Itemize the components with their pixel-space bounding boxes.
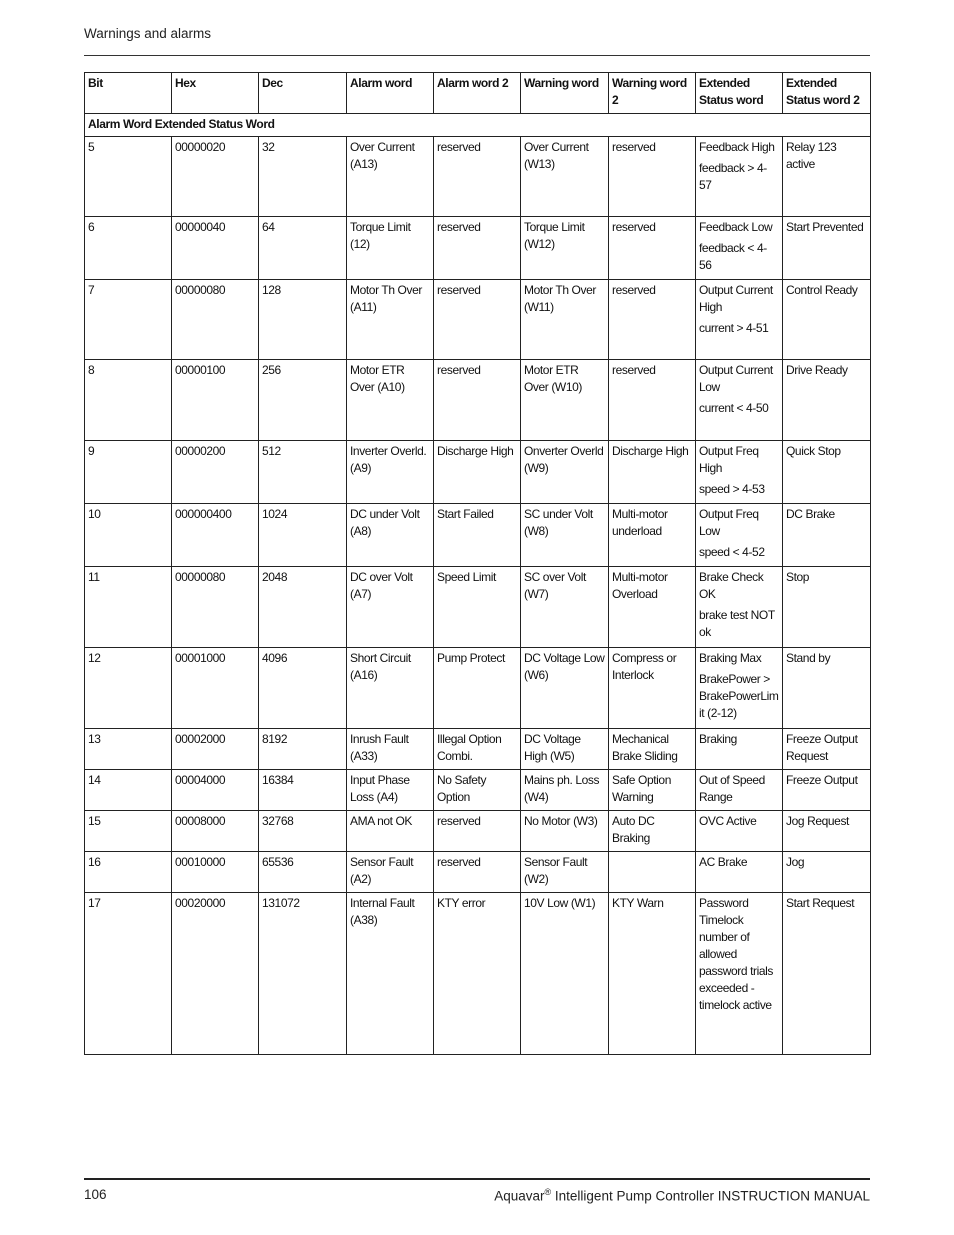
cell-extended-status-word-2-text: Jog: [786, 855, 805, 869]
cell-warning-word: [521, 567, 609, 648]
cell-bit-text: 16: [88, 855, 101, 869]
cell-bit-text: 11: [88, 570, 100, 584]
cell-hex-text: 00004000: [175, 773, 226, 787]
table-row: [85, 137, 871, 217]
cell-alarm-word-2-text: reserved: [437, 814, 481, 828]
column-header-alarm-word: Alarm word: [347, 73, 434, 114]
cell-dec: [259, 852, 347, 893]
cell-alarm-word-2: [434, 217, 521, 280]
cell-extended-status-word: [696, 811, 783, 852]
table-row: [85, 504, 871, 567]
cell-dec: [259, 893, 347, 1055]
cell-extended-status-word-2-text: Start Request: [786, 896, 855, 910]
cell-bit-text: 13: [88, 732, 101, 746]
cell-alarm-word-text: DC over Volt (A7): [350, 570, 413, 601]
cell-extended-status-word-2: [783, 280, 871, 360]
cell-extended-status-word-text: Output Freq High: [699, 444, 759, 475]
cell-alarm-word-text: Motor Th Over (A11): [350, 283, 422, 314]
cell-alarm-word-2-text: Start Failed: [437, 507, 494, 521]
cell-warning-word-2: [609, 280, 696, 360]
cell-bit-text: 8: [88, 363, 95, 377]
cell-hex: [172, 567, 259, 648]
cell-alarm-word-text: Torque Limit (12): [350, 220, 411, 251]
cell-extended-status-word-2: [783, 360, 871, 441]
section-row: [85, 114, 871, 137]
table-row: [85, 217, 871, 280]
cell-hex: [172, 441, 259, 504]
cell-extended-status-word: [696, 137, 783, 217]
cell-warning-word-2-text: reserved: [612, 283, 656, 297]
cell-alarm-word-2: [434, 648, 521, 729]
cell-dec-text: 131072: [262, 896, 300, 910]
cell-warning-word-text: Onverter Overld (W9): [524, 444, 604, 475]
cell-alarm-word: [347, 893, 434, 1055]
cell-warning-word: [521, 893, 609, 1055]
cell-extended-status-word-2-text: Freeze Output Request: [786, 732, 858, 763]
cell-extended-status-word-text: AC Brake: [699, 855, 748, 869]
cell-extended-status-word: [696, 217, 783, 280]
cell-extended-status-word-2: [783, 729, 871, 770]
cell-warning-word-2: [609, 360, 696, 441]
cell-bit-text: 5: [88, 140, 95, 154]
section-label: Alarm Word Extended Status Word: [85, 114, 871, 137]
cell-extended-status-word: [696, 280, 783, 360]
cell-dec-text: 32768: [262, 814, 294, 828]
cell-alarm-word-2-text: No Safety Option: [437, 773, 487, 804]
cell-bit: [85, 729, 172, 770]
cell-bit: [85, 137, 172, 217]
cell-dec-text: 8192: [262, 732, 288, 746]
cell-hex: [172, 648, 259, 729]
cell-extended-status-word-2-text: Stand by: [786, 651, 831, 665]
cell-hex-text: 00000080: [175, 283, 226, 297]
table-row: [85, 729, 871, 770]
cell-alarm-word-2: [434, 137, 521, 217]
cell-bit: [85, 567, 172, 648]
condition-note: brake test NOT ok: [699, 608, 775, 639]
cell-dec: [259, 729, 347, 770]
table-row: [85, 648, 871, 729]
cell-warning-word: [521, 770, 609, 811]
cell-hex: [172, 504, 259, 567]
cell-warning-word-2: [609, 893, 696, 1055]
cell-dec-text: 16384: [262, 773, 294, 787]
column-header-warning-word: Warning word: [521, 73, 609, 114]
cell-alarm-word: [347, 504, 434, 567]
cell-extended-status-word: [696, 504, 783, 567]
cell-alarm-word: [347, 648, 434, 729]
cell-alarm-word-2: [434, 567, 521, 648]
cell-warning-word: [521, 504, 609, 567]
cell-warning-word-text: No Motor (W3): [524, 814, 598, 828]
cell-warning-word-2-text: Multi-motor underload: [612, 507, 668, 538]
cell-warning-word: [521, 360, 609, 441]
cell-extended-status-word: [696, 441, 783, 504]
cell-hex: [172, 217, 259, 280]
cell-warning-word-2: [609, 770, 696, 811]
cell-alarm-word-2: [434, 729, 521, 770]
cell-alarm-word: [347, 360, 434, 441]
table-header-row: [85, 73, 871, 114]
cell-extended-status-word: [696, 893, 783, 1055]
condition-note: speed > 4-53: [699, 482, 765, 496]
cell-dec-text: 1024: [262, 507, 288, 521]
cell-alarm-word-text: Internal Fault (A38): [350, 896, 415, 927]
cell-hex: [172, 360, 259, 441]
cell-warning-word-2: [609, 137, 696, 217]
cell-alarm-word-text: Over Current (A13): [350, 140, 415, 171]
cell-warning-word: [521, 852, 609, 893]
column-header-warning-word-2: Warning word 2: [609, 73, 696, 114]
cell-warning-word-2-text: Mechanical Brake Sliding: [612, 732, 678, 763]
cell-alarm-word-2: [434, 360, 521, 441]
cell-bit: [85, 893, 172, 1055]
cell-warning-word-text: Torque Limit (W12): [524, 220, 585, 251]
cell-hex-text: 00010000: [175, 855, 226, 869]
cell-bit-text: 12: [88, 651, 101, 665]
cell-warning-word-text: Motor ETR Over (W10): [524, 363, 583, 394]
cell-alarm-word-text: AMA not OK: [350, 814, 413, 828]
cell-alarm-word-text: Input Phase Loss (A4): [350, 773, 410, 804]
cell-bit-text: 14: [88, 773, 101, 787]
cell-bit-text: 17: [88, 896, 101, 910]
cell-extended-status-word-2: [783, 852, 871, 893]
cell-extended-status-word-2-text: Quick Stop: [786, 444, 841, 458]
cell-dec-text: 128: [262, 283, 281, 297]
condition-note: feedback > 4-57: [699, 161, 767, 192]
cell-alarm-word-2-text: reserved: [437, 855, 481, 869]
cell-alarm-word: [347, 852, 434, 893]
cell-dec-text: 512: [262, 444, 281, 458]
cell-extended-status-word-text: Password Timelock number of allowed password trials exceeded - timelock active: [699, 896, 774, 1012]
cell-warning-word-2: [609, 729, 696, 770]
cell-alarm-word: [347, 811, 434, 852]
cell-extended-status-word: [696, 360, 783, 441]
cell-extended-status-word-2-text: Control Ready: [786, 283, 858, 297]
manual-title: [494, 1187, 870, 1204]
cell-bit-text: 7: [88, 283, 95, 297]
cell-bit-text: 15: [88, 814, 101, 828]
cell-alarm-word-2-text: reserved: [437, 140, 481, 154]
table-row: [85, 852, 871, 893]
cell-dec: [259, 811, 347, 852]
cell-hex: [172, 280, 259, 360]
cell-hex-text: 00008000: [175, 814, 226, 828]
running-header: Warnings and alarms: [84, 26, 212, 41]
cell-alarm-word-2: [434, 893, 521, 1055]
cell-extended-status-word: [696, 567, 783, 648]
cell-warning-word-2-text: reserved: [612, 363, 656, 377]
cell-warning-word-2-text: reserved: [612, 140, 656, 154]
cell-alarm-word-2: [434, 504, 521, 567]
cell-extended-status-word-text: Brake Check OK: [699, 570, 764, 601]
column-header-alarm-word-2: Alarm word 2: [434, 73, 521, 114]
cell-extended-status-word-2-text: Jog Request: [786, 814, 849, 828]
cell-hex: [172, 852, 259, 893]
cell-dec-text: 256: [262, 363, 281, 377]
cell-alarm-word: [347, 729, 434, 770]
cell-hex-text: 00000080: [175, 570, 226, 584]
cell-bit: [85, 217, 172, 280]
cell-warning-word-2: [609, 811, 696, 852]
cell-extended-status-word-2: [783, 137, 871, 217]
cell-extended-status-word-2: [783, 217, 871, 280]
column-header-extended-status-word: Extended Status word: [696, 73, 783, 114]
condition-note: BrakePower > BrakePowerLimit (2-12): [699, 672, 779, 720]
condition-note: current > 4-51: [699, 321, 769, 335]
cell-warning-word-2-text: Safe Option Warning: [612, 773, 671, 804]
cell-warning-word: [521, 441, 609, 504]
header-divider: [84, 55, 870, 56]
cell-dec: [259, 217, 347, 280]
table-row: [85, 893, 871, 1055]
cell-hex-text: 00002000: [175, 732, 226, 746]
cell-hex-text: 00001000: [175, 651, 226, 665]
cell-extended-status-word-2-text: Start Prevented: [786, 220, 864, 234]
cell-bit: [85, 852, 172, 893]
cell-extended-status-word-text: OVC Active: [699, 814, 757, 828]
column-header-extended-status-word-2: Extended Status word 2: [783, 73, 871, 114]
cell-dec: [259, 137, 347, 217]
cell-warning-word-text: SC under Volt (W8): [524, 507, 593, 538]
cell-extended-status-word-2: [783, 648, 871, 729]
cell-dec: [259, 360, 347, 441]
cell-extended-status-word-2-text: Freeze Output: [786, 773, 858, 787]
cell-alarm-word-2-text: reserved: [437, 363, 481, 377]
cell-hex: [172, 811, 259, 852]
cell-extended-status-word-2-text: Relay 123 active: [786, 140, 837, 171]
cell-hex-text: 00000040: [175, 220, 226, 234]
cell-extended-status-word-2: [783, 504, 871, 567]
cell-warning-word-2-text: Multi-motor Overload: [612, 570, 668, 601]
cell-warning-word-text: 10V Low (W1): [524, 896, 596, 910]
cell-extended-status-word-text: Output Current Low: [699, 363, 773, 394]
cell-extended-status-word-2-text: DC Brake: [786, 507, 835, 521]
cell-warning-word-text: SC over Volt (W7): [524, 570, 586, 601]
cell-alarm-word: [347, 770, 434, 811]
cell-alarm-word: [347, 217, 434, 280]
cell-dec: [259, 280, 347, 360]
condition-note: speed < 4-52: [699, 545, 765, 559]
cell-hex: [172, 893, 259, 1055]
cell-warning-word: [521, 217, 609, 280]
cell-dec: [259, 567, 347, 648]
cell-extended-status-word-2: [783, 567, 871, 648]
cell-extended-status-word-text: Output Current High: [699, 283, 773, 314]
cell-warning-word-2-text: Auto DC Braking: [612, 814, 655, 845]
table-row: [85, 770, 871, 811]
cell-alarm-word-text: DC under Volt (A8): [350, 507, 420, 538]
cell-warning-word-text: Over Current (W13): [524, 140, 589, 171]
cell-warning-word: [521, 280, 609, 360]
cell-alarm-word-text: Inrush Fault (A33): [350, 732, 409, 763]
cell-alarm-word-2-text: Illegal Option Combi.: [437, 732, 502, 763]
cell-hex: [172, 729, 259, 770]
cell-bit-text: 10: [88, 507, 101, 521]
cell-extended-status-word: [696, 852, 783, 893]
cell-alarm-word: [347, 441, 434, 504]
cell-bit: [85, 648, 172, 729]
cell-bit-text: 9: [88, 444, 95, 458]
cell-extended-status-word: [696, 729, 783, 770]
cell-hex-text: 00020000: [175, 896, 226, 910]
table-row: [85, 360, 871, 441]
cell-dec: [259, 770, 347, 811]
cell-warning-word: [521, 811, 609, 852]
cell-warning-word-2: [609, 852, 696, 893]
cell-warning-word-2-text: reserved: [612, 220, 656, 234]
cell-bit: [85, 504, 172, 567]
cell-hex-text: 00000200: [175, 444, 226, 458]
cell-warning-word-2: [609, 567, 696, 648]
cell-warning-word: [521, 729, 609, 770]
cell-extended-status-word-2-text: Stop: [786, 570, 810, 584]
cell-alarm-word-2: [434, 441, 521, 504]
cell-warning-word-2-text: Compress or Interlock: [612, 651, 677, 682]
cell-alarm-word: [347, 137, 434, 217]
cell-dec-text: 2048: [262, 570, 288, 584]
cell-bit: [85, 770, 172, 811]
column-header-bit: Bit: [85, 73, 172, 114]
cell-warning-word: [521, 137, 609, 217]
cell-extended-status-word-2: [783, 811, 871, 852]
table-row: [85, 280, 871, 360]
cell-alarm-word-2-text: reserved: [437, 220, 481, 234]
cell-alarm-word-2-text: Discharge High: [437, 444, 514, 458]
cell-alarm-word-text: Motor ETR Over (A10): [350, 363, 405, 394]
condition-note: current < 4-50: [699, 401, 769, 415]
cell-alarm-word: [347, 280, 434, 360]
cell-warning-word-2-text: Discharge High: [612, 444, 689, 458]
cell-warning-word: [521, 648, 609, 729]
registered-mark: ®: [544, 1187, 552, 1197]
cell-dec-text: 4096: [262, 651, 288, 665]
cell-bit-text: 6: [88, 220, 95, 234]
cell-warning-word-text: Sensor Fault (W2): [524, 855, 588, 886]
alarm-warning-status-table: [84, 72, 871, 1055]
cell-bit: [85, 280, 172, 360]
page-number: 106: [84, 1187, 107, 1202]
cell-warning-word-text: DC Voltage High (W5): [524, 732, 581, 763]
cell-extended-status-word-text: Braking: [699, 732, 737, 746]
cell-alarm-word-2-text: KTY error: [437, 896, 486, 910]
column-header-dec: Dec: [259, 73, 347, 114]
cell-warning-word-2: [609, 648, 696, 729]
cell-hex-text: 00000020: [175, 140, 226, 154]
cell-alarm-word-text: Inverter Overld. (A9): [350, 444, 427, 475]
cell-extended-status-word: [696, 770, 783, 811]
cell-bit: [85, 441, 172, 504]
cell-warning-word-2: [609, 504, 696, 567]
cell-warning-word-2: [609, 441, 696, 504]
cell-extended-status-word-text: Feedback Low: [699, 220, 773, 234]
cell-alarm-word-2-text: Speed Limit: [437, 570, 496, 584]
cell-warning-word-text: Mains ph. Loss (W4): [524, 773, 600, 804]
cell-dec-text: 32: [262, 140, 275, 154]
cell-warning-word-2: [609, 217, 696, 280]
cell-hex-text: 000000400: [175, 507, 232, 521]
column-header-hex: Hex: [172, 73, 259, 114]
cell-alarm-word-text: Sensor Fault (A2): [350, 855, 414, 886]
table-row: [85, 441, 871, 504]
condition-note: feedback < 4-56: [699, 241, 767, 272]
footer-divider: [84, 1178, 870, 1180]
cell-extended-status-word-text: Feedback High: [699, 140, 775, 154]
cell-alarm-word-2: [434, 852, 521, 893]
cell-warning-word-text: DC Voltage Low (W6): [524, 651, 605, 682]
cell-extended-status-word: [696, 648, 783, 729]
cell-extended-status-word-2: [783, 770, 871, 811]
cell-extended-status-word-2: [783, 893, 871, 1055]
cell-alarm-word-2-text: Pump Protect: [437, 651, 505, 665]
cell-warning-word-2-text: KTY Warn: [612, 896, 664, 910]
cell-dec-text: 64: [262, 220, 275, 234]
cell-dec: [259, 648, 347, 729]
manual-brand: Aquavar: [494, 1188, 545, 1204]
cell-alarm-word-2-text: reserved: [437, 283, 481, 297]
cell-extended-status-word-2: [783, 441, 871, 504]
cell-alarm-word-text: Short Circuit (A16): [350, 651, 411, 682]
cell-alarm-word-2: [434, 770, 521, 811]
cell-hex-text: 00000100: [175, 363, 226, 377]
cell-alarm-word-2: [434, 280, 521, 360]
cell-warning-word-text: Motor Th Over (W11): [524, 283, 596, 314]
table-row: [85, 811, 871, 852]
cell-hex: [172, 770, 259, 811]
cell-bit: [85, 360, 172, 441]
cell-extended-status-word-text: Out of Speed Range: [699, 773, 765, 804]
cell-bit: [85, 811, 172, 852]
cell-alarm-word-2: [434, 811, 521, 852]
cell-dec: [259, 504, 347, 567]
cell-hex: [172, 137, 259, 217]
cell-alarm-word: [347, 567, 434, 648]
cell-dec-text: 65536: [262, 855, 294, 869]
manual-title-rest: Intelligent Pump Controller INSTRUCTION MANUAL: [551, 1188, 870, 1204]
table-row: [85, 567, 871, 648]
cell-extended-status-word-text: Braking Max: [699, 651, 762, 665]
cell-extended-status-word-2-text: Drive Ready: [786, 363, 848, 377]
cell-dec: [259, 441, 347, 504]
cell-extended-status-word-text: Output Freq Low: [699, 507, 759, 538]
